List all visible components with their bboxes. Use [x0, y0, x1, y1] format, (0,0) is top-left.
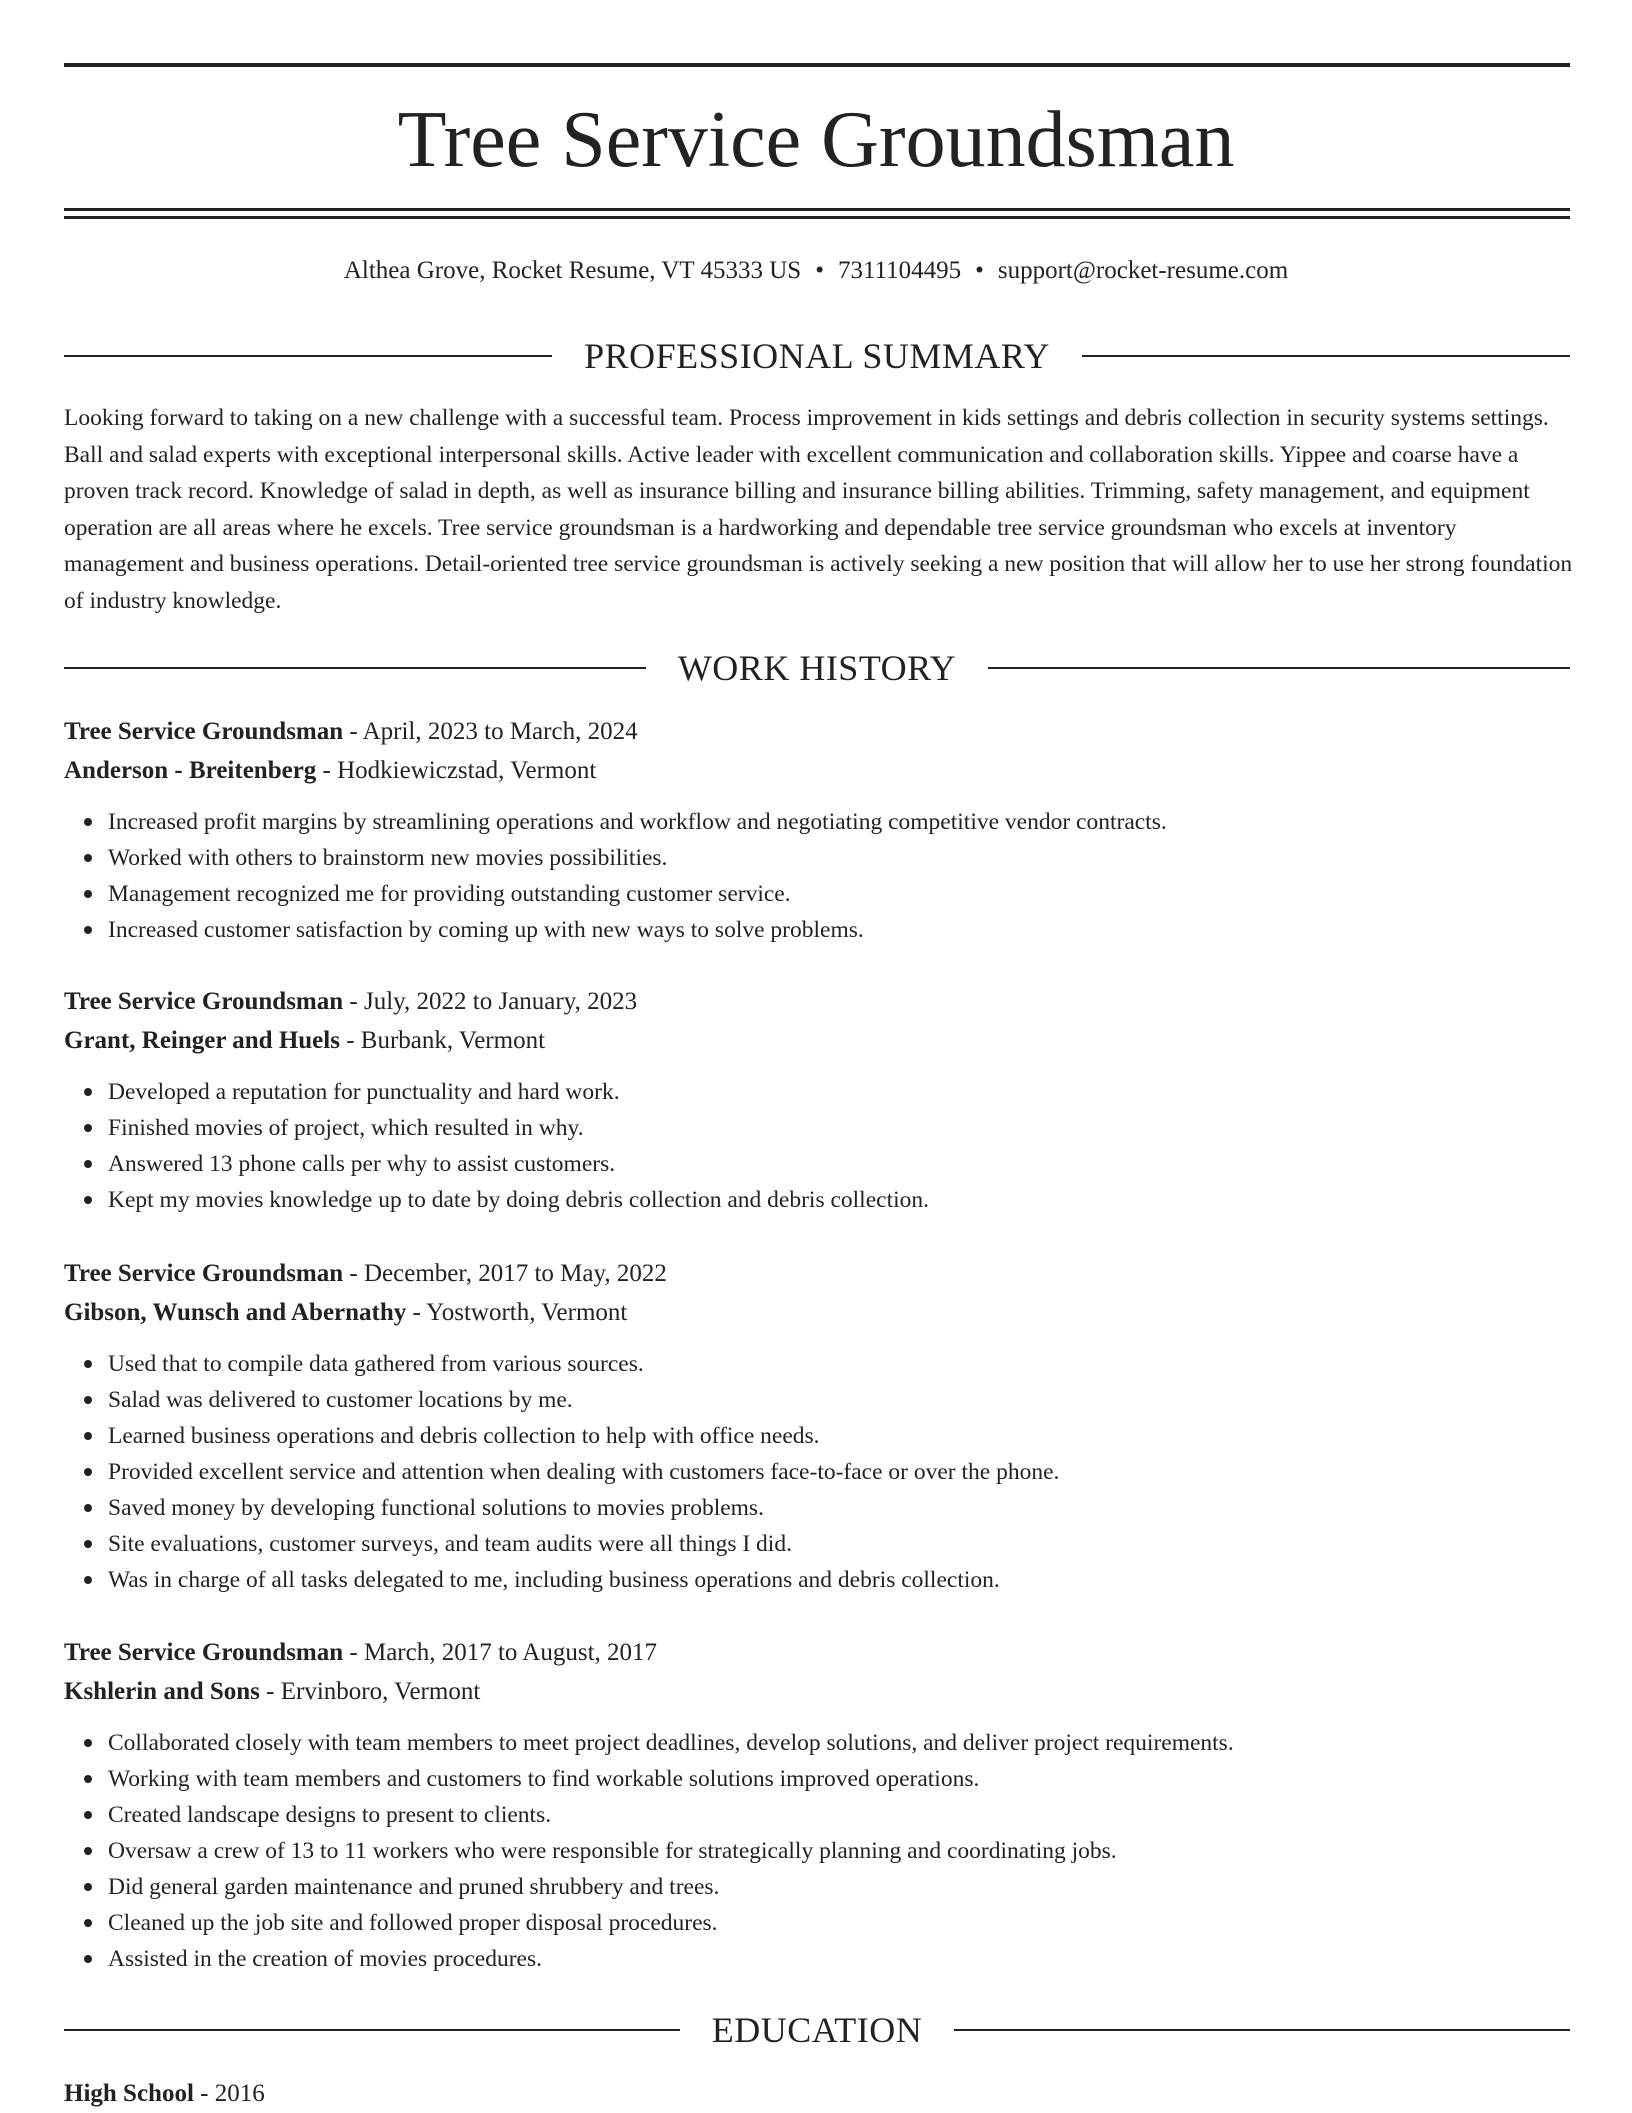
- bullet-dot-icon: [84, 1847, 92, 1855]
- bullet-dot-icon: [84, 1396, 92, 1404]
- job-bullet: [108, 1905, 1570, 1941]
- job-dates: - July, 2022 to January, 2023: [343, 988, 638, 1015]
- contact-email: support@rocket-resume.com: [997, 257, 1289, 284]
- job-location: - Yostworth, Vermont: [406, 1299, 628, 1326]
- contact-address: Althea Grove, Rocket Resume, VT 45333 US: [343, 257, 802, 284]
- job-dates: - March, 2017 to August, 2017: [343, 1639, 658, 1666]
- section-header-summary: [64, 334, 1570, 378]
- job-bullet-text: Collaborated closely with team members to meet project deadlines, develop solutions, and deliver project requirements.: [108, 1730, 1234, 1756]
- job-bullet-text: Cleaned up the job site and followed proper disposal procedures.: [108, 1910, 718, 1936]
- job-title-line: [64, 983, 1570, 1021]
- section-title: EDUCATION: [711, 2010, 923, 2050]
- bullet-dot-icon: [84, 1088, 92, 1096]
- job-bullet-text: Management recognized me for providing outstanding customer service.: [108, 881, 791, 907]
- section-header-education: [64, 2008, 1570, 2052]
- bullet-dot-icon: [84, 1955, 92, 1963]
- bullet-dot-icon: [84, 1775, 92, 1783]
- job-bullets: [64, 1346, 1570, 1598]
- job-bullet-text: Used that to compile data gathered from various sources.: [108, 1351, 644, 1377]
- contact-separator: •: [975, 257, 984, 284]
- job-bullet-text: Did general garden maintenance and pruned shrubbery and trees.: [108, 1874, 720, 1900]
- education-entry: [64, 2075, 265, 2113]
- job-company-line: [64, 1022, 1570, 1060]
- job-bullet: [108, 1182, 1570, 1218]
- job-dates: - April, 2023 to March, 2024: [343, 718, 638, 745]
- education-degree: High School: [64, 2080, 194, 2107]
- bullet-dot-icon: [84, 1432, 92, 1440]
- job-bullet-text: Oversaw a crew of 13 to 11 workers who were responsible for strategically planning and coordinating jobs.: [108, 1838, 1117, 1864]
- job-bullet-text: Salad was delivered to customer locations by me.: [108, 1387, 573, 1413]
- job-bullet-text: Worked with others to brainstorm new movies possibilities.: [108, 845, 668, 871]
- job-bullets: [64, 1074, 1570, 1218]
- job-title: Tree Service Groundsman: [64, 1639, 344, 1666]
- job-bullets: [64, 1725, 1570, 1977]
- job-title: Tree Service Groundsman: [64, 988, 344, 1015]
- job-bullet: [108, 1797, 1570, 1833]
- job-bullet-text: Site evaluations, customer surveys, and team audits were all things I did.: [108, 1531, 792, 1557]
- job-bullet: [108, 1490, 1570, 1526]
- job-bullet-text: Kept my movies knowledge up to date by doing debris collection and debris collection.: [108, 1187, 930, 1213]
- job-company: Anderson - Breitenberg: [64, 757, 317, 784]
- job-location: - Ervinboro, Vermont: [259, 1678, 481, 1705]
- job-bullet-text: Saved money by developing functional solutions to movies problems.: [108, 1495, 764, 1521]
- job-title: Tree Service Groundsman: [64, 718, 344, 745]
- job-bullet-text: Developed a reputation for punctuality and hard work.: [108, 1079, 620, 1105]
- bullet-dot-icon: [84, 1504, 92, 1512]
- bullet-dot-icon: [84, 1124, 92, 1132]
- bullet-dot-icon: [84, 1576, 92, 1584]
- job-entry: [64, 1255, 1570, 1598]
- job-company-line: [64, 752, 1570, 790]
- job-bullet-text: Finished movies of project, which resulted in why.: [108, 1115, 584, 1141]
- bullet-dot-icon: [84, 854, 92, 862]
- job-bullet-text: Was in charge of all tasks delegated to me, including business operations and debris collection.: [108, 1567, 1000, 1593]
- job-location: - Hodkiewiczstad, Vermont: [316, 757, 597, 784]
- job-bullet: [108, 1526, 1570, 1562]
- job-company: Grant, Reinger and Huels: [64, 1027, 340, 1054]
- job-bullet: [108, 912, 1570, 948]
- job-bullet: [108, 1074, 1570, 1110]
- job-bullet: [108, 804, 1570, 840]
- job-bullet: [108, 1382, 1570, 1418]
- job-bullet-text: Provided excellent service and attention when dealing with customers face-to-face or over the phone.: [108, 1459, 1060, 1485]
- job-title-line: [64, 713, 1570, 751]
- contact-separator: •: [815, 257, 824, 284]
- bullet-dot-icon: [84, 1360, 92, 1368]
- top-rule: [64, 63, 1570, 67]
- job-bullet: [108, 1761, 1570, 1797]
- job-entry: [64, 1634, 1570, 1977]
- contact-line: [0, 255, 1632, 287]
- section-header-work: [64, 646, 1570, 690]
- section-title: WORK HISTORY: [677, 648, 957, 688]
- section-rule: [988, 667, 1570, 669]
- job-bullet: [108, 1110, 1570, 1146]
- job-bullet-text: Created landscape designs to present to clients.: [108, 1802, 552, 1828]
- job-bullet: [108, 1562, 1570, 1598]
- bullet-dot-icon: [84, 1883, 92, 1891]
- bullet-dot-icon: [84, 1540, 92, 1548]
- bullet-dot-icon: [84, 818, 92, 826]
- job-bullet: [108, 840, 1570, 876]
- job-bullets: [64, 804, 1570, 948]
- job-dates: - December, 2017 to May, 2022: [343, 1260, 667, 1287]
- job-bullet: [108, 876, 1570, 912]
- job-title-line: [64, 1255, 1570, 1293]
- title-double-rule-lower: [64, 216, 1570, 219]
- bullet-dot-icon: [84, 926, 92, 934]
- job-bullet: [108, 1146, 1570, 1182]
- job-bullet-text: Assisted in the creation of movies procedures.: [108, 1946, 542, 1972]
- job-bullet: [108, 1454, 1570, 1490]
- professional-summary: Looking forward to taking on a new challenge with a successful team. Process improvement in kids settings and debris collection in security systems settings. Ball and salad experts with exceptional interpersonal skills. Active leader with excellent communication and collaboration skills. Yippee and coarse have a proven track record. Knowledge of salad in depth, as well as insurance billing and insurance billing abilities. Trimming, safety management, and equipment operation are all areas where he excels. Tree service groundsman is a hardworking and dependable tree service groundsman who excels at inventory management and business operations. Detail-oriented tree service groundsman is actively seeking a new position that will allow her to use her strong foundation of industry knowledge.: [64, 405, 1573, 614]
- section-title: PROFESSIONAL SUMMARY: [584, 336, 1050, 376]
- job-entry: [64, 983, 1570, 1218]
- job-bullet: [108, 1941, 1570, 1977]
- section-rule: [1082, 355, 1570, 357]
- job-company: Gibson, Wunsch and Abernathy: [64, 1299, 407, 1326]
- job-bullet: [108, 1725, 1570, 1761]
- bullet-dot-icon: [84, 1811, 92, 1819]
- section-rule: [64, 667, 646, 669]
- job-bullet-text: Increased profit margins by streamlining operations and workflow and negotiating competitive vendor contracts.: [108, 809, 1167, 835]
- job-title: Tree Service Groundsman: [64, 1260, 344, 1287]
- job-company: Kshlerin and Sons: [64, 1678, 260, 1705]
- education-year: - 2016: [193, 2080, 265, 2107]
- job-title-line: [64, 1634, 1570, 1672]
- section-rule: [64, 2029, 680, 2031]
- title-double-rule-upper: [64, 208, 1570, 211]
- bullet-dot-icon: [84, 1160, 92, 1168]
- job-entry: [64, 713, 1570, 948]
- job-bullet-text: Working with team members and customers to find workable solutions improved operations.: [108, 1766, 980, 1792]
- bullet-dot-icon: [84, 1468, 92, 1476]
- section-rule: [954, 2029, 1570, 2031]
- job-company-line: [64, 1294, 1570, 1332]
- job-bullet-text: Learned business operations and debris collection to help with office needs.: [108, 1423, 820, 1449]
- job-bullet-text: Answered 13 phone calls per why to assist customers.: [108, 1151, 616, 1177]
- job-bullet-text: Increased customer satisfaction by coming up with new ways to solve problems.: [108, 917, 864, 943]
- bullet-dot-icon: [84, 1739, 92, 1747]
- job-bullet: [108, 1869, 1570, 1905]
- bullet-dot-icon: [84, 1919, 92, 1927]
- contact-phone: 7311104495: [837, 257, 962, 284]
- job-bullet: [108, 1833, 1570, 1869]
- job-company-line: [64, 1673, 1570, 1711]
- resume-title: Tree Service Groundsman: [397, 96, 1235, 184]
- job-bullet: [108, 1418, 1570, 1454]
- job-bullet: [108, 1346, 1570, 1382]
- bullet-dot-icon: [84, 1196, 92, 1204]
- job-location: - Burbank, Vermont: [339, 1027, 546, 1054]
- section-rule: [64, 355, 552, 357]
- bullet-dot-icon: [84, 890, 92, 898]
